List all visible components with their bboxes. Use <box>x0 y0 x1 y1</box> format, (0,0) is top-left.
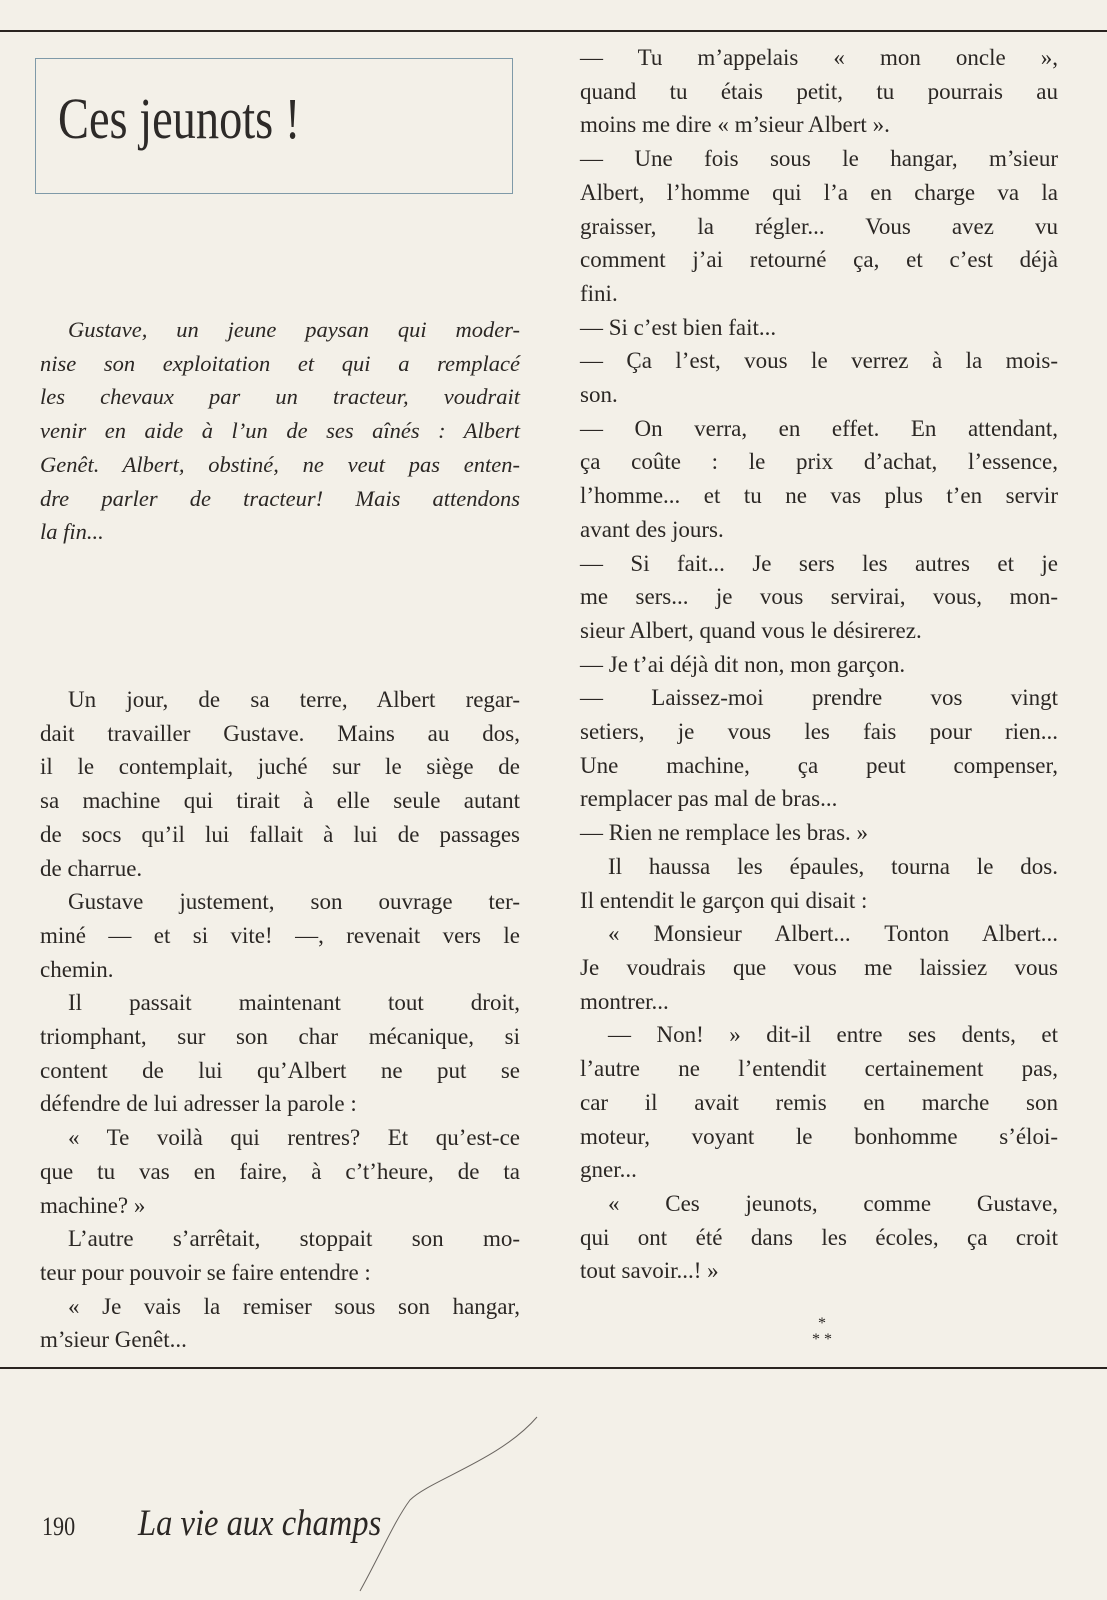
text-line: Il passait maintenant tout droit, <box>68 990 520 1016</box>
page-number: 190 <box>42 1512 76 1541</box>
text-line: sieur Albert, quand vous le désirerez. <box>580 617 922 643</box>
text-line: L’autre s’arrêtait, stoppait son mo- <box>68 1226 520 1252</box>
text-line: Je voudrais que vous me laissiez vous <box>580 954 1058 980</box>
paragraph <box>40 683 520 885</box>
text-line: — On verra, en effet. En attendant, <box>580 415 1058 441</box>
text-line: — Une fois sous le hangar, m’sieur <box>580 146 1058 172</box>
text-line: comment j’ai retourné ça, et c’est déjà <box>580 247 1058 273</box>
text-line: que tu vas en faire, à c’t’heure, de ta <box>40 1158 520 1184</box>
paragraph <box>580 547 1058 648</box>
text-line: la fin... <box>40 519 104 545</box>
paragraph <box>580 816 1058 850</box>
text-line: — Rien ne remplace les bras. » <box>580 820 869 846</box>
text-line: — Je t’ai déjà dit non, mon garçon. <box>580 651 906 677</box>
text-line: les chevaux par un tracteur, voudrait <box>40 384 520 410</box>
text-line: — Si fait... Je sers les autres et je <box>580 550 1058 576</box>
text-line: me sers... je vous servirai, vous, mon- <box>580 584 1058 610</box>
paragraph <box>580 412 1058 547</box>
paragraph <box>580 648 1058 682</box>
text-line: Gustave, un jeune paysan qui moder- <box>68 317 520 342</box>
text-line: dait travailler Gustave. Mains au dos, <box>40 720 520 746</box>
text-line: moins me dire « m’sieur Albert ». <box>580 112 890 138</box>
text-line: quand tu étais petit, tu pourrais au <box>580 78 1058 104</box>
text-line: gner... <box>580 1157 637 1183</box>
text-line: l’autre ne l’entendit certainement pas, <box>580 1056 1058 1082</box>
article-intro <box>40 313 520 549</box>
paragraph <box>580 344 1058 411</box>
paragraph <box>40 1121 520 1222</box>
text-line: nise son exploitation et qui a remplacé <box>40 350 520 376</box>
paragraph <box>40 885 520 986</box>
text-line: montrer... <box>580 988 669 1014</box>
text-line: — Ça l’est, vous le verrez à la mois- <box>580 348 1058 374</box>
paragraph <box>40 313 520 549</box>
paragraph <box>40 1290 520 1357</box>
text-line: ça coûte : le prix d’achat, l’essence, <box>580 449 1058 475</box>
text-line: chemin. <box>40 956 114 982</box>
right-column-text <box>580 41 1058 1288</box>
text-line: machine? » <box>40 1192 146 1218</box>
title-box <box>35 58 513 194</box>
asterism-bottom: * * <box>812 1331 832 1348</box>
text-line: l’homme... et tu ne vas plus t’en servir <box>580 483 1058 509</box>
bottom-rule <box>0 1367 1107 1369</box>
text-line: setiers, je vous les fais pour rien... <box>580 719 1058 745</box>
paragraph <box>40 1222 520 1289</box>
asterism-top: * <box>818 1315 826 1332</box>
paragraph <box>580 1018 1058 1187</box>
paragraph <box>580 850 1058 917</box>
paragraph <box>580 142 1058 311</box>
text-line: fini. <box>580 280 618 306</box>
text-line: sa machine qui tirait à elle seule autant <box>40 788 520 814</box>
text-line: son. <box>580 382 618 408</box>
text-line: — Non! » dit-il entre ses dents, et <box>608 1022 1058 1048</box>
text-line: avant des jours. <box>580 516 724 542</box>
text-line: Gustave justement, son ouvrage ter- <box>68 889 520 915</box>
text-line: Genêt. Albert, obstiné, ne veut pas enten- <box>40 451 520 477</box>
paragraph <box>580 41 1058 142</box>
text-line: il le contemplait, juché sur le siège de <box>40 754 520 780</box>
text-line: — Tu m’appelais « mon oncle », <box>580 45 1058 70</box>
text-line: Il entendit le garçon qui disait : <box>580 887 868 913</box>
text-line: — Laissez-moi prendre vos vingt <box>580 685 1058 711</box>
text-line: moteur, voyant le bonhomme s’éloi- <box>580 1123 1058 1149</box>
paragraph <box>580 917 1058 1018</box>
text-line: de charrue. <box>40 855 143 881</box>
text-line: graisser, la régler... Vous avez vu <box>580 213 1058 239</box>
text-line: Albert, l’homme qui l’a en charge va la <box>580 179 1058 205</box>
text-line: « Ces jeunots, comme Gustave, <box>608 1190 1058 1216</box>
text-line: « Je vais la remiser sous son hangar, <box>68 1293 520 1319</box>
text-line: — Si c’est bien fait... <box>580 314 777 340</box>
text-line: content de lui qu’Albert ne put se <box>40 1057 520 1083</box>
paragraph <box>580 681 1058 816</box>
asterism <box>802 1316 842 1348</box>
text-line: qui ont été dans les écoles, ça croit <box>580 1224 1058 1250</box>
text-line: dre parler de tracteur! Mais attendons <box>40 485 520 511</box>
text-line: miné — et si vite! —, revenait vers le <box>40 922 520 948</box>
text-line: « Monsieur Albert... Tonton Albert... <box>608 921 1058 947</box>
top-rule <box>0 30 1107 32</box>
paragraph <box>580 311 1058 345</box>
left-column-text <box>40 683 520 1357</box>
publication-title: La vie aux champs <box>138 1503 382 1544</box>
text-line: teur pour pouvoir se faire entendre : <box>40 1259 371 1285</box>
text-line: de socs qu’il lui fallait à lui de passages <box>40 821 520 847</box>
text-line: m’sieur Genêt... <box>40 1327 187 1353</box>
text-line: Un jour, de sa terre, Albert regar- <box>68 687 520 712</box>
text-line: Une machine, ça peut compenser, <box>580 752 1058 778</box>
paragraph <box>580 1187 1058 1288</box>
text-line: remplacer pas mal de bras... <box>580 786 838 812</box>
text-line: tout savoir...! » <box>580 1258 719 1284</box>
paragraph <box>40 986 520 1121</box>
text-line: car il avait remis en marche son <box>580 1089 1058 1115</box>
text-line: Il haussa les épaules, tourna le dos. <box>608 853 1058 879</box>
text-line: « Te voilà qui rentres? Et qu’est-ce <box>68 1125 520 1151</box>
article-title: Ces jeunots ! <box>58 86 301 151</box>
text-line: venir en aide à l’un de ses aînés : Albert <box>40 418 520 444</box>
text-line: triomphant, sur son char mécanique, si <box>40 1024 520 1050</box>
text-line: défendre de lui adresser la parole : <box>40 1091 357 1117</box>
